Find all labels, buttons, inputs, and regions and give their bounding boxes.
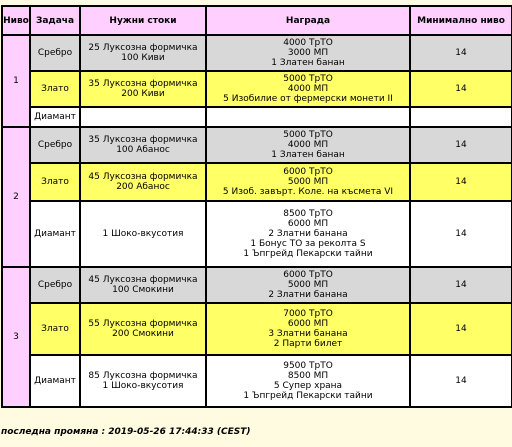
reward-cell: 4000 ТрТО 3000 МП 1 Златен банан — [207, 36, 409, 70]
goods-cell — [81, 108, 205, 126]
task-cell: Диамант — [31, 202, 79, 266]
goods-cell: 35 Луксозна формичка 100 Абанос — [81, 128, 205, 162]
min-level-cell: 14 — [411, 36, 511, 70]
table-row — [3, 268, 511, 302]
reward-cell: 7000 ТрТО 6000 МП 3 Златни банана 2 Парти билет — [207, 304, 409, 354]
task-cell: Сребро — [31, 36, 79, 70]
goods-cell: 45 Луксозна формичка 200 Абанос — [81, 164, 205, 200]
reward-cell — [207, 108, 409, 126]
table-row — [3, 304, 511, 354]
table-row — [3, 202, 511, 266]
level-cell: 3 — [3, 268, 29, 406]
task-cell: Диамант — [31, 108, 79, 126]
goods-cell: 55 Луксозна формичка 200 Смокини — [81, 304, 205, 354]
last-modified-note: последна промяна : 2019-05-26 17:44:33 (CEST) — [1, 427, 251, 437]
reward-cell: 6000 ТрТО 5000 МП 2 Златни банана — [207, 268, 409, 302]
header-row — [3, 7, 511, 34]
reward-cell: 5000 ТрТО 4000 МП 5 Изобилие от фермерски монети II — [207, 72, 409, 106]
min-level-cell — [411, 108, 511, 126]
min-level-cell: 14 — [411, 356, 511, 406]
min-level-cell: 14 — [411, 164, 511, 200]
task-cell: Диамант — [31, 356, 79, 406]
quest-table — [1, 5, 512, 408]
level-cell: 2 — [3, 128, 29, 266]
header-reward: Награда — [207, 7, 409, 34]
min-level-cell: 14 — [411, 268, 511, 302]
task-cell: Сребро — [31, 128, 79, 162]
reward-cell: 6000 ТрТО 5000 МП 5 Изоб. завърт. Коле. на късмета VI — [207, 164, 409, 200]
min-level-cell: 14 — [411, 128, 511, 162]
table-row — [3, 356, 511, 406]
header-task: Задача — [31, 7, 79, 34]
min-level-cell: 14 — [411, 72, 511, 106]
min-level-cell: 14 — [411, 202, 511, 266]
goods-cell: 35 Луксозна формичка 200 Киви — [81, 72, 205, 106]
min-level-cell: 14 — [411, 304, 511, 354]
reward-cell: 8500 ТрТО 6000 МП 2 Златни банана 1 Бонус ТО за реколта S 1 Ъпгрейд Пекарски тайни — [207, 202, 409, 266]
header-level: Ниво — [3, 7, 29, 34]
table-row — [3, 128, 511, 162]
header-min-level: Минимално ниво — [411, 7, 511, 34]
table-row — [3, 164, 511, 200]
goods-cell: 25 Луксозна формичка 100 Киви — [81, 36, 205, 70]
goods-cell: 45 Луксозна формичка 100 Смокини — [81, 268, 205, 302]
task-cell: Сребро — [31, 268, 79, 302]
level-cell: 1 — [3, 36, 29, 126]
task-cell: Злато — [31, 72, 79, 106]
goods-cell: 1 Шоко-вкусотия — [81, 202, 205, 266]
task-cell: Злато — [31, 164, 79, 200]
table-row — [3, 36, 511, 70]
reward-cell: 5000 ТрТО 4000 МП 1 Златен банан — [207, 128, 409, 162]
task-cell: Злато — [31, 304, 79, 354]
reward-cell: 9500 ТрТО 8500 МП 5 Супер храна 1 Ъпгрейд Пекарски тайни — [207, 356, 409, 406]
goods-cell: 85 Луксозна формичка 1 Шоко-вкусотия — [81, 356, 205, 406]
table-row — [3, 108, 511, 126]
table-row — [3, 72, 511, 106]
header-goods: Нужни стоки — [81, 7, 205, 34]
